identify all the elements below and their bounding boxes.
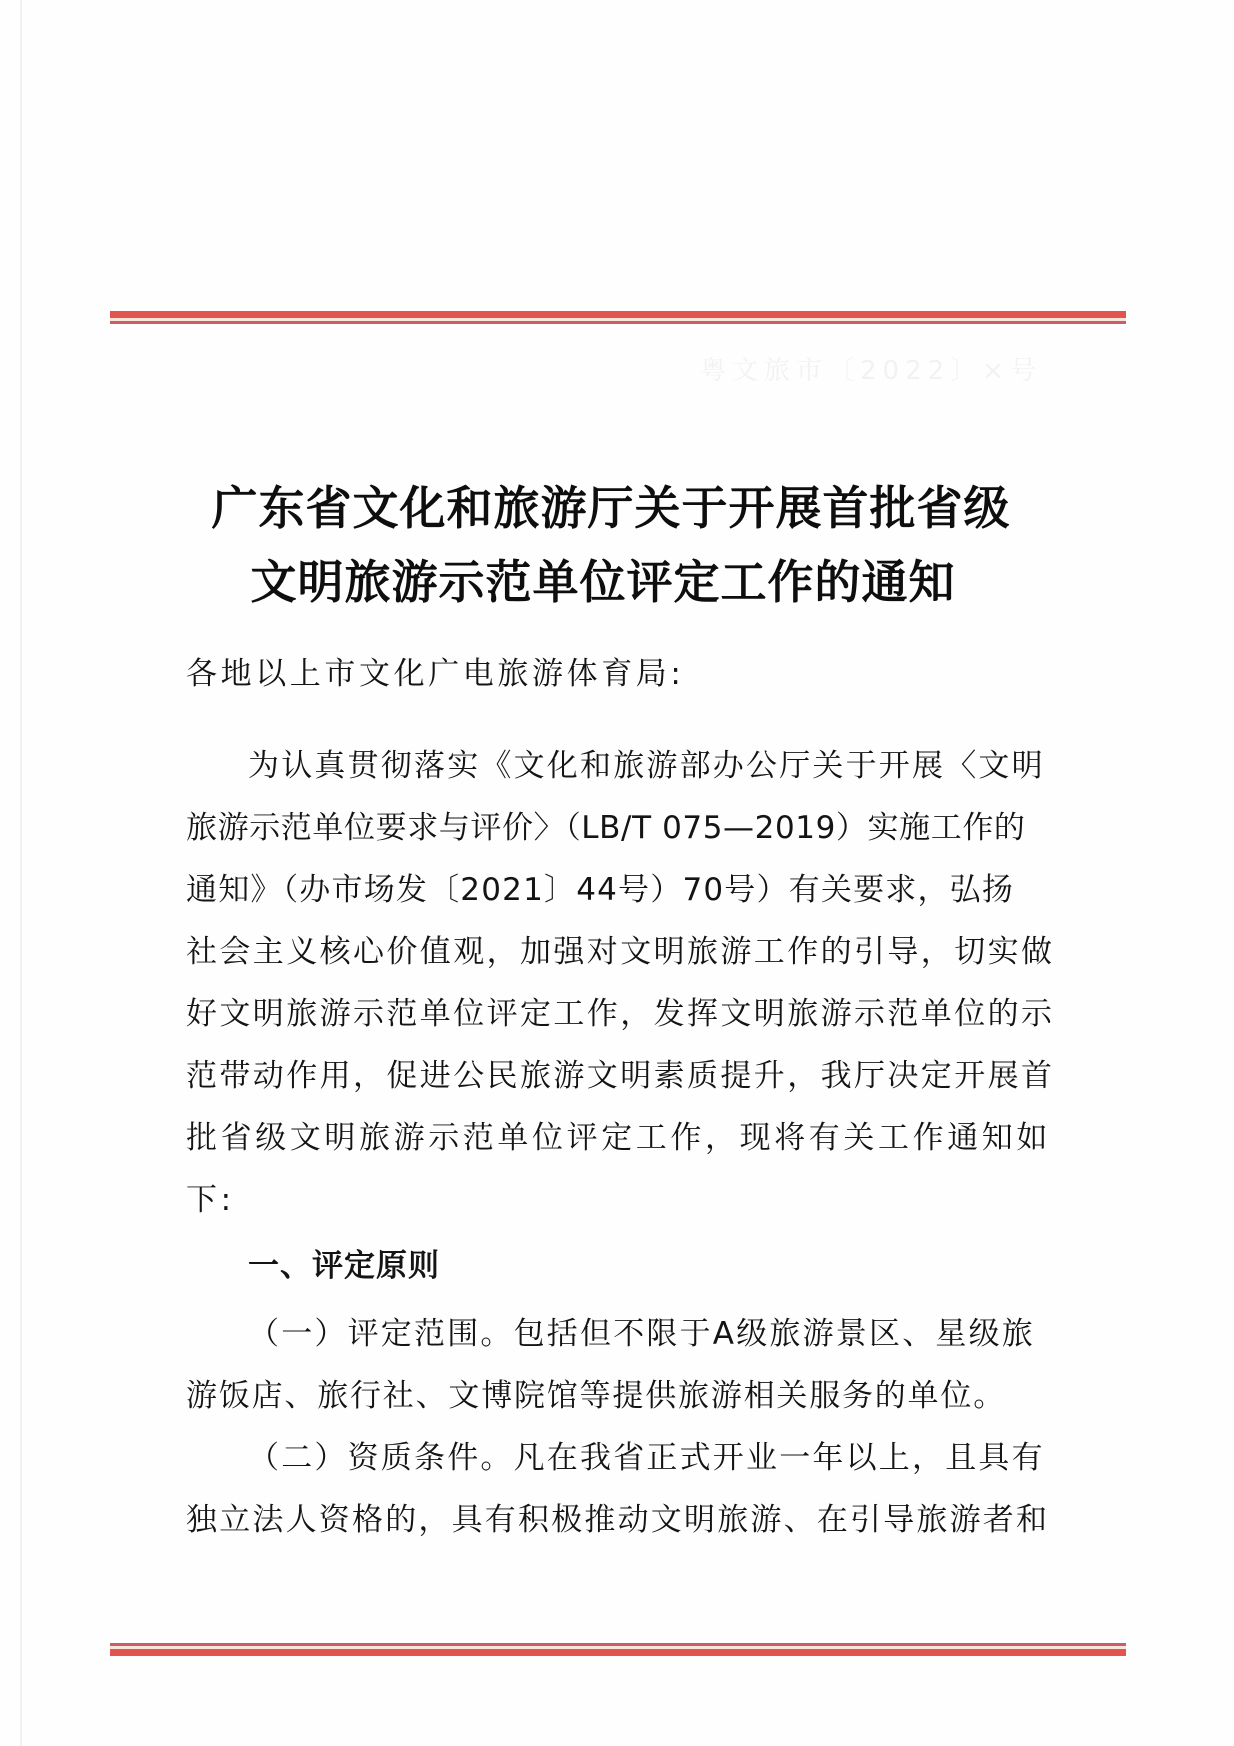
section-line: 游饭店、旅行社、文博院馆等提供旅游相关服务的单位。 <box>186 1378 1006 1414</box>
body-line: 通知》（办市场发〔2021〕44号）70号）有关要求，弘扬 <box>186 872 1015 908</box>
document-title-line-2: 文明旅游示范单位评定工作的通知 <box>250 555 956 609</box>
body-line: 下: <box>186 1182 235 1218</box>
document-title-line-1: 广东省文化和旅游厅关于开展首批省级 <box>211 481 1011 535</box>
body-line: 社会主义核心价值观，加强对文明旅游工作的引导，切实做 <box>186 934 1055 970</box>
salutation: 各地以上市文化广电旅游体育局: <box>186 656 685 692</box>
scan-edge <box>20 0 22 1746</box>
body-line: 旅游示范单位要求与评价〉（LB/T 075—2019）实施工作的 <box>186 810 1026 846</box>
faded-document-number: 粤文旅市〔2022〕×号 <box>700 356 1042 386</box>
top-red-rule <box>110 311 1126 324</box>
section-heading: 一、评定原则 <box>248 1248 440 1284</box>
bottom-red-rule <box>110 1643 1126 1656</box>
body-line: 批省级文明旅游示范单位评定工作，现将有关工作通知如 <box>186 1120 1051 1156</box>
section-line: （一）评定范围。包括但不限于A级旅游景区、星级旅 <box>248 1316 1036 1352</box>
body-line: 好文明旅游示范单位评定工作，发挥文明旅游示范单位的示 <box>186 996 1055 1032</box>
section-line: 独立法人资格的，具有积极推动文明旅游、在引导旅游者和 <box>186 1502 1050 1538</box>
body-line: 为认真贯彻落实《文化和旅游部办公厅关于开展〈文明 <box>248 748 1045 784</box>
section-line: （二）资质条件。凡在我省正式开业一年以上，且具有 <box>248 1440 1045 1476</box>
body-line: 范带动作用，促进公民旅游文明素质提升，我厅决定开展首 <box>186 1058 1055 1094</box>
